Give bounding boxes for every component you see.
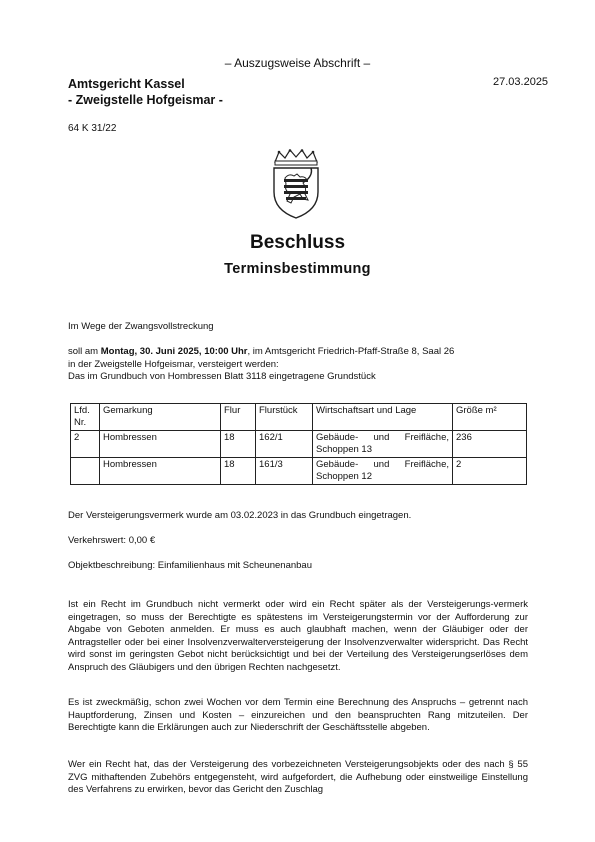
cell-gemarkung: Hombressen [100, 431, 221, 458]
verkehrswert-text: Verkehrswert: 0,00 € [68, 535, 156, 546]
appointment-line-2: in der Zweigstelle Hofgeismar, versteigert werden: [68, 358, 279, 370]
appointment-block [68, 346, 528, 384]
intro-text: Im Wege der Zwangsvollstreckung [68, 321, 214, 332]
court-name [68, 76, 223, 108]
header-flur: Flur [221, 404, 256, 431]
court-line-1: Amtsgericht Kassel [68, 77, 185, 91]
appointment-location: , im Amtsgericht Friedrich-Pfaff-Straße 8, Saal 26 [247, 346, 455, 357]
header-groesse: Größe m² [453, 404, 527, 431]
cell-flurstueck: 161/3 [256, 458, 313, 485]
hesse-coat-of-arms-icon [267, 148, 325, 220]
paragraph-berechnung: Es ist zweckmäßig, schon zwei Wochen vor dem Termin eine Berechnung des Anspruchs – getrennt nach Hauptforderung, Zinsen und Kosten – einzureichen und den beanspruchten Rang mitzuteilen. Der Berechtigte kann die Erklärungen auch zur Niederschrift der Geschäftsstelle abgeben. [68, 697, 528, 733]
paragraph-entgegenstehende-rechte: Wer ein Recht hat, das der Versteigerung des vorbezeichneten Versteigerungsobjekts oder des nach § 55 ZVG mithaftenden Zubehörs entgegensteht, wird aufgefordert, die Aufhebung oder einstweilige Einstellung des Verfahrens zu erwirken, bevor das Gericht den Zuschlag [68, 759, 528, 795]
table-row [71, 431, 527, 458]
cell-groesse: 2 [453, 458, 527, 485]
cell-wirtschaftsart: Gebäude- und Freifläche, Schoppen 13 [313, 431, 453, 458]
document-date: 27.03.2025 [493, 76, 549, 88]
court-line-2: - Zweigstelle Hofgeismar - [68, 93, 223, 107]
header-lfd-nr: Lfd. Nr. [71, 404, 100, 431]
cell-groesse: 236 [453, 431, 527, 458]
header-gemarkung: Gemarkung [100, 404, 221, 431]
document-title: Beschluss [249, 232, 346, 253]
document-subtitle: Terminsbestimmung [224, 261, 371, 277]
objekt-text: Objektbeschreibung: Einfamilienhaus mit Scheunenanbau [68, 560, 312, 571]
table-row [71, 458, 527, 485]
cell-wirtschaftsart: Gebäude- und Freifläche, Schoppen 12 [313, 458, 453, 485]
table-header-row [71, 404, 527, 431]
vermerk-text: Der Versteigerungsvermerk wurde am 03.02.2023 in das Grundbuch eingetragen. [68, 510, 412, 521]
property-table [70, 403, 527, 485]
cell-lfd-nr [71, 458, 100, 485]
header-wirtschaftsart: Wirtschaftsart und Lage [313, 404, 453, 431]
paragraph-anmeldung: Ist ein Recht im Grundbuch nicht vermerkt oder wird ein Recht später als der Versteigerungs-vermerk eingetragen, so muss der Berechtigte es spätestens im Versteigerungstermin vor der Aufforderung zur Abgabe von Geboten anmelden. Er muss es auch glaubhaft machen, wenn der Gläubiger oder der Antragsteller oder bei einer Insolvenzverwalterversteigerung der Insolvenzverwalter widerspricht. Das Recht wird sonst im geringsten Gebot nicht berücksichtigt und bei der Verteilung des Versteigerungserlöses dem Anspruch des Gläubigers und den übrigen Rechten nachgesetzt. [68, 599, 528, 673]
cell-flur: 18 [221, 431, 256, 458]
file-number: 64 K 31/22 [68, 123, 117, 134]
cell-flurstueck: 162/1 [256, 431, 313, 458]
copy-note: – Auszugsweise Abschrift – [224, 56, 371, 70]
appointment-line-3: Das im Grundbuch von Hombressen Blatt 3118 eingetragene Grundstück [68, 371, 376, 382]
cell-lfd-nr: 2 [71, 431, 100, 458]
appointment-date-time: Montag, 30. Juni 2025, 10:00 Uhr [100, 346, 248, 357]
cell-gemarkung: Hombressen [100, 458, 221, 485]
cell-flur: 18 [221, 458, 256, 485]
header-flurstueck: Flurstück [256, 404, 313, 431]
appointment-line-1 [68, 346, 528, 359]
appointment-prefix: soll am [68, 346, 101, 357]
